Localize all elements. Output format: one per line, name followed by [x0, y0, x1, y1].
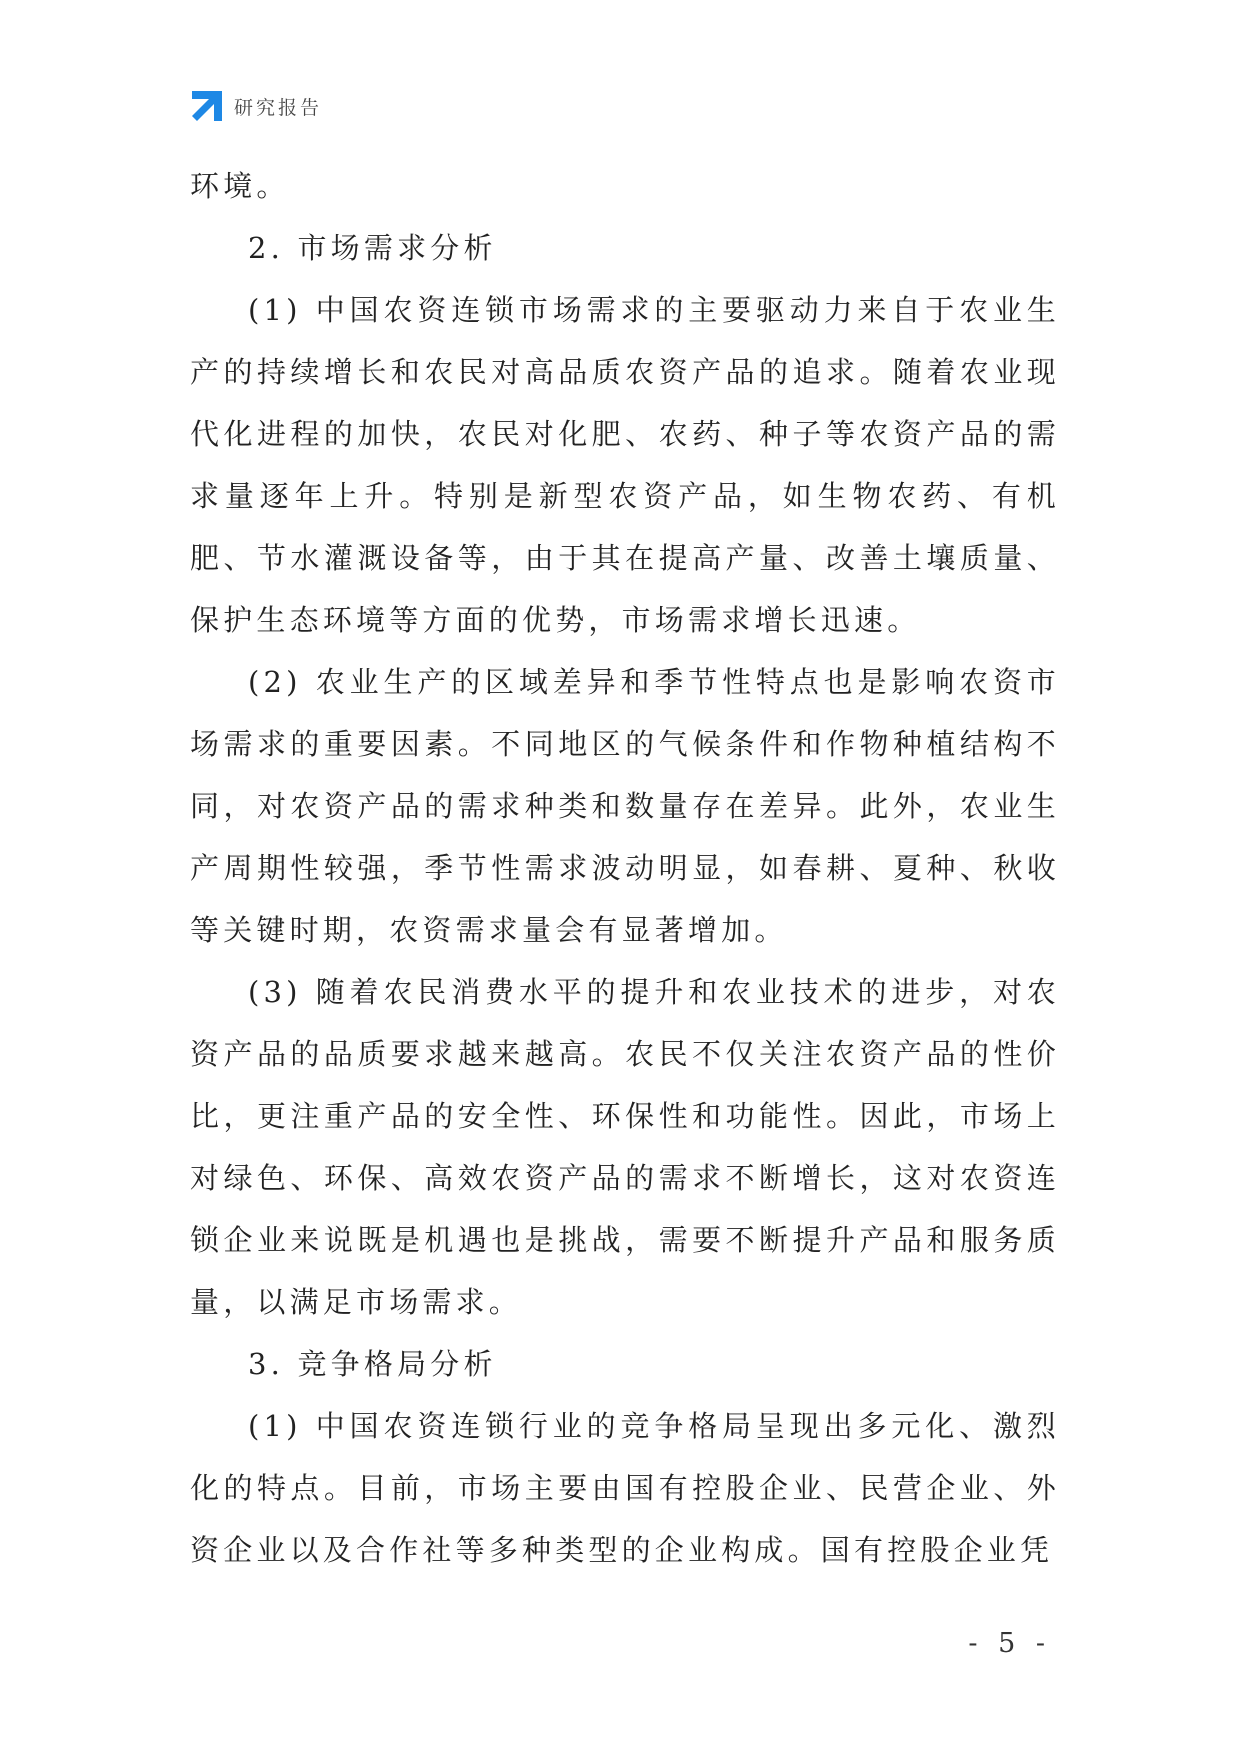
paragraph: (3) 随着农民消费水平的提升和农业技术的进步，对农资产品的品质要求越来越高。农民不仅关注农资产品的性价比，更注重产品的安全性、环保性和功能性。因此，市场上对绿色、环保、高效农资产品的需求不断增长，这对农资连锁企业来说既是机遇也是挑战，需要不断提升产品和服务质量，以满足市场需求。	[190, 975, 1060, 1319]
continuation-text: 环境。	[190, 169, 290, 203]
paragraph: (1) 中国农资连锁行业的竞争格局呈现出多元化、激烈化的特点。目前，市场主要由国有控股企业、民营企业、外资企业以及合作社等多种类型的企业构成。国有控股企业凭	[190, 1409, 1060, 1567]
section-heading-market-demand: 2. 市场需求分析	[248, 231, 497, 265]
paragraph: (1) 中国农资连锁市场需求的主要驱动力来自于农业生产的持续增长和农民对高品质农资产品的追求。随着农业现代化进程的加快，农民对化肥、农药、种子等农资产品的需求量逐年上升。特别是新型农资产品，如生物农药、有机肥、节水灌溉设备等，由于其在提高产量、改善土壤质量、保护生态环境等方面的优势，市场需求增长迅速。	[190, 293, 1060, 637]
page-number: - 5 -	[968, 1628, 1051, 1659]
blue-arrow-logo-icon	[190, 89, 224, 123]
document-body	[190, 155, 1060, 1581]
header-label: 研究报告	[234, 96, 323, 119]
paragraph: (2) 农业生产的区域差异和季节性特点也是影响农资市场需求的重要因素。不同地区的气候条件和作物种植结构不同，对农资产品的需求种类和数量存在差异。此外，农业生产周期性较强，季节性需求波动明显，如春耕、夏种、秋收等关键时期，农资需求量会有显著增加。	[190, 665, 1060, 947]
page-header	[190, 88, 322, 124]
section-heading-competition: 3. 竞争格局分析	[248, 1347, 497, 1381]
